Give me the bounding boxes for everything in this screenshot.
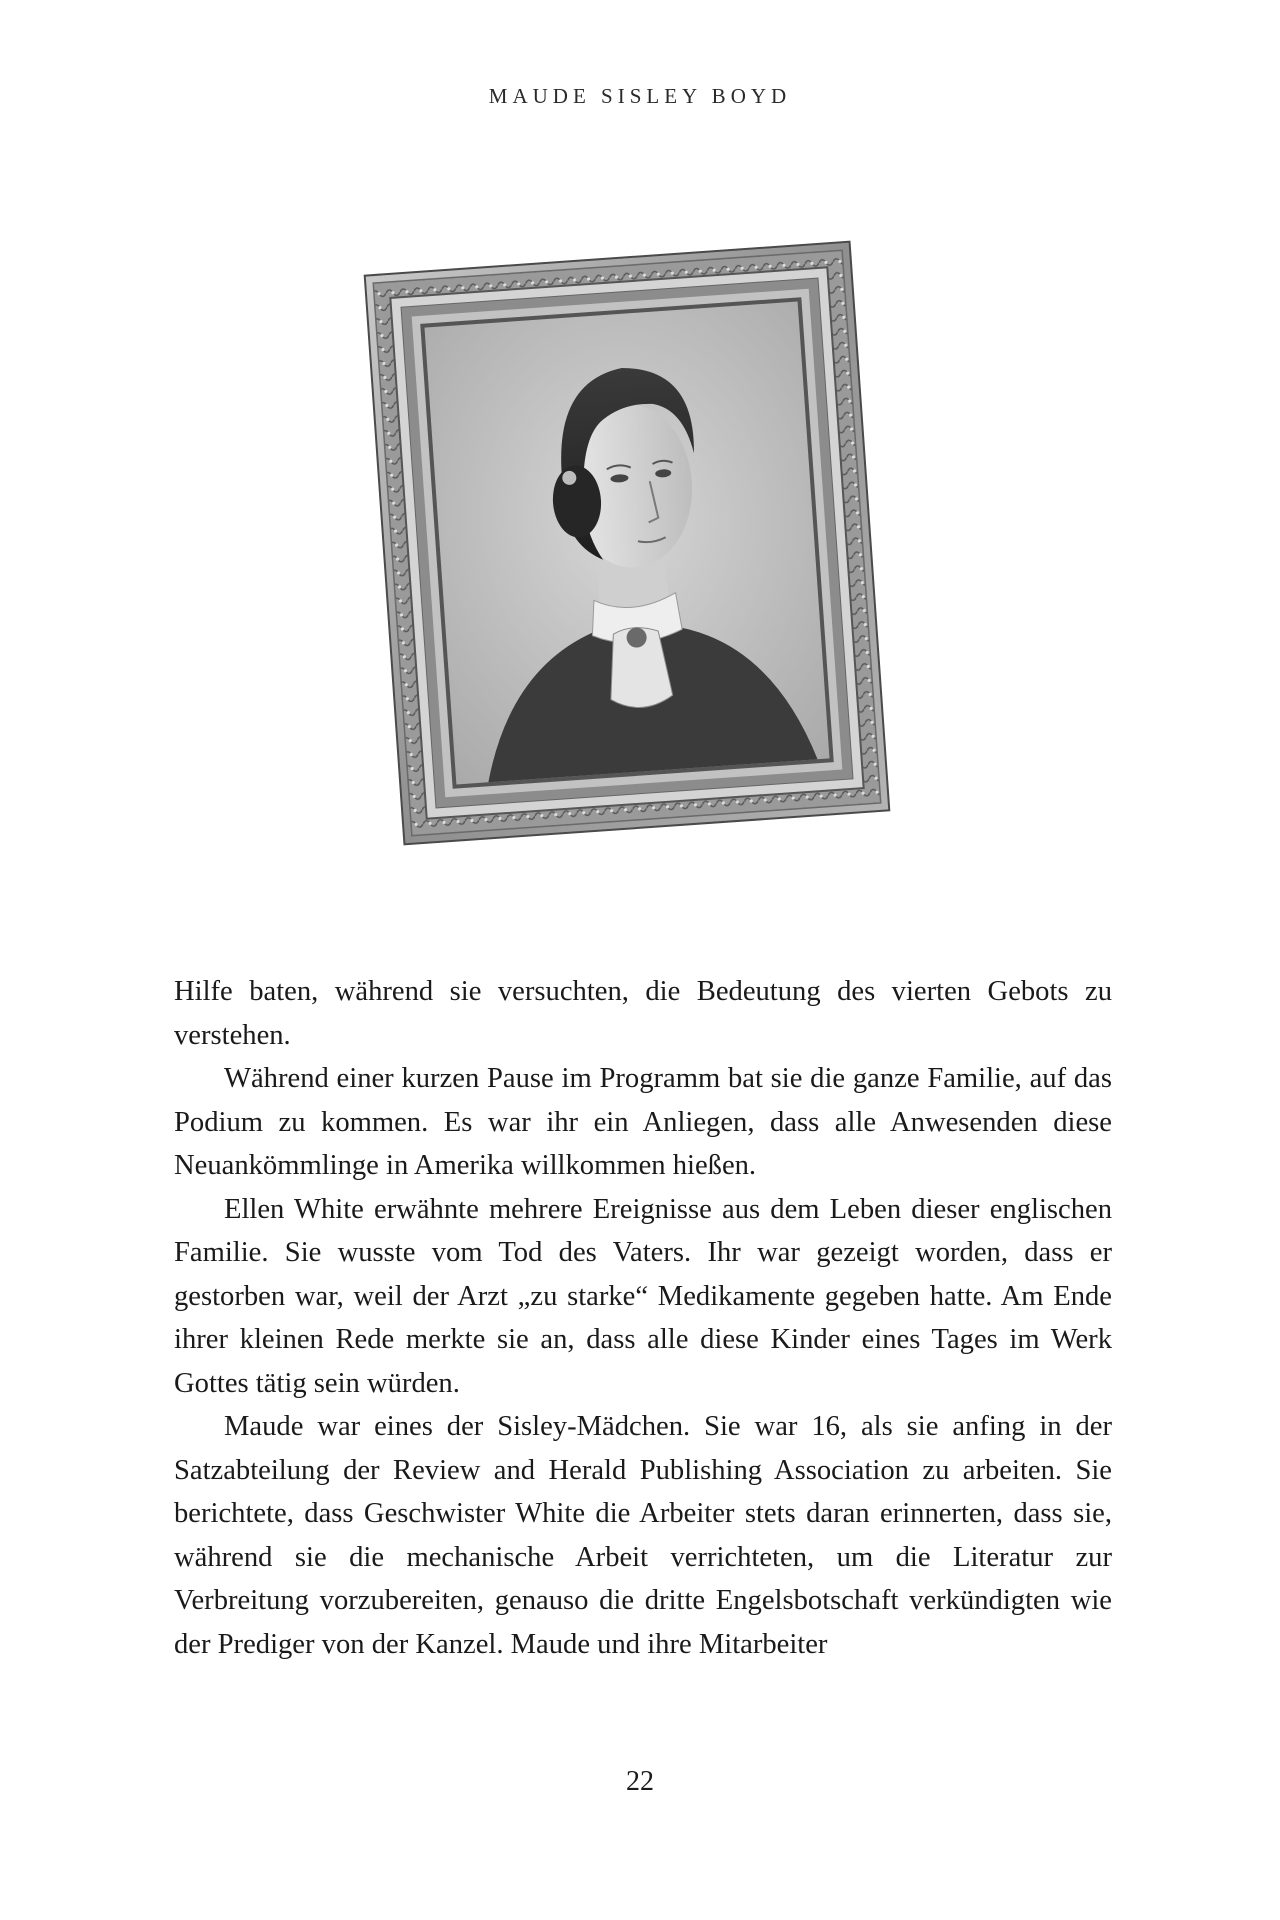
paragraph: Maude war eines der Sisley-Mädchen. Sie war 16, als sie anfing in der Satzabteilung der Review and Herald Publishing Association zu arbeiten. Sie berichtete, dass Geschwister White die Arbeiter stets daran erinnerten, dass sie, während sie die mechanische Arbeit verrichteten, um die Literatur zur Verbreitung vorzubereiten, genauso die dritte Engelsbotschaft verkündigten wie der Prediger von der Kanzel. Maude und ihre Mitarbeiter [174, 1411, 1112, 1660]
paragraph-continuation: Hilfe baten, während sie versuchten, die Bedeutung des vierten Gebots zu verstehen. [174, 976, 1112, 1051]
paragraph: Während einer kurzen Pause im Programm bat sie die ganze Familie, auf das Podium zu kommen. Es war ihr ein Anliegen, dass alle Anwesenden diese Neuankömmlinge in Amerika willkommen hießen. [174, 1063, 1112, 1181]
page-number: 22 [626, 1766, 654, 1797]
running-head: MAUDE SISLEY BOYD [488, 84, 792, 108]
framed-portrait [362, 228, 892, 858]
portrait-photo [424, 302, 829, 785]
paragraph: Ellen White erwähnte mehrere Ereignisse aus dem Leben dieser englischen Familie. Sie wusste vom Tod des Vaters. Ihr war gezeigt worden, dass er gestorben war, weil der Arzt „zu starke“ Medikamente gegeben hatte. Am Ende ihrer kleinen Rede merkte sie an, dass alle diese Kinder eines Tages im Werk Gottes tätig sein würden. [174, 1193, 1112, 1399]
framed-portrait-figure [362, 228, 892, 858]
body-text [174, 970, 1112, 1666]
picture-frame [365, 242, 890, 845]
